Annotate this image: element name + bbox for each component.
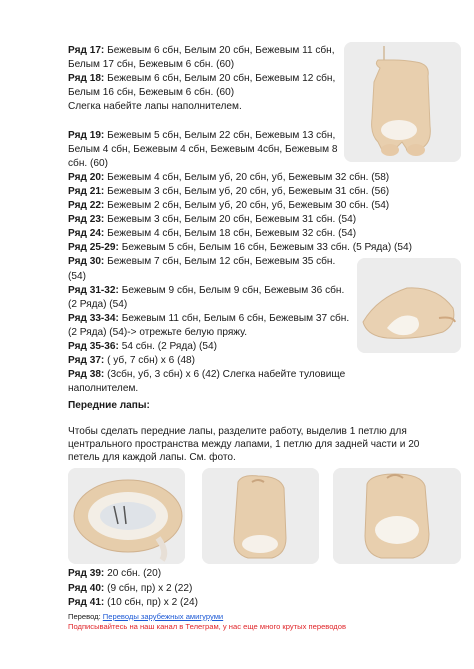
row-label: Ряд 35-36: [68, 341, 119, 352]
pattern-row [68, 227, 356, 240]
row-label: Ряд 18: [68, 73, 105, 85]
pattern-row [68, 298, 127, 311]
subscribe-notice: Подписывайтесь на наш канал в Телеграм, у нас еще много крутых переводов [68, 622, 346, 631]
translation-credit [68, 612, 223, 622]
row-label: Ряд 21: [68, 185, 105, 197]
pattern-row [68, 241, 412, 254]
row-text: (3сбн, уб, 3 сбн) x 6 (42) Слегка набейте туловище [107, 369, 346, 381]
photo-front-view [333, 468, 461, 564]
row-text: (10 сбн, пр) x 2 (24) [107, 597, 198, 608]
photo-legs-upright [344, 42, 461, 162]
row-text: наполнителем. [68, 383, 139, 395]
pattern-row [68, 185, 389, 198]
toy-image [68, 468, 185, 564]
row-text: Белым 17 сбн, Бежевым 6 сбн. (60) [68, 59, 235, 71]
row-label: Ряд 23: [68, 214, 105, 226]
pattern-row [68, 171, 389, 184]
row-label: Ряд 31-32: [68, 284, 119, 296]
pattern-row [68, 596, 198, 609]
pattern-row [68, 284, 344, 297]
row-text: 54 сбн. (2 Ряда) (54) [121, 341, 218, 352]
translation-link[interactable]: Переводы зарубежных амигуруми [102, 612, 224, 621]
pattern-row [68, 213, 356, 226]
photo-body-side [357, 258, 461, 353]
row-text: Белым 4 сбн, Бежевым 4 сбн, Бежевым 4сбн, Бежевым 8 [68, 143, 338, 155]
row-label: Ряд 33-34: [68, 312, 119, 324]
row-text: (2 Ряда) (54)-> отрежьте белую пряжу. [68, 326, 247, 338]
row-text: Бежевым 2 сбн, Белым уб, 20 сбн, уб, Бежевым 30 сбн. (54) [107, 200, 390, 211]
row-label: Ряд 25-29: [68, 242, 119, 254]
row-text: сбн. (60) [68, 157, 108, 169]
row-label: Ряд 20: [68, 171, 105, 183]
row-text: (54) [68, 270, 86, 282]
toy-image [357, 258, 461, 353]
row-label: Ряд 41: [68, 597, 105, 608]
pattern-row [68, 255, 335, 268]
photo-back-view [202, 468, 319, 564]
row-text: Бежевым 6 сбн, Белым 20 сбн, Бежевым 12 сбн, [107, 73, 336, 85]
pattern-row [68, 312, 349, 325]
intro-line-1: Чтобы сделать передние лапы, разделите работу, выделив 1 петлю для [68, 426, 407, 437]
row-text: Бежевым 11 сбн, Белым 6 сбн, Бежевым 37 сбн. [121, 312, 350, 324]
row-text: Бежевым 4 сбн, Белым уб, 20 сбн, уб, Бежевым 32 сбн. (58) [107, 171, 390, 183]
pattern-row [68, 368, 345, 381]
pattern-row [68, 157, 108, 170]
pattern-row [68, 567, 161, 580]
pattern-row [68, 354, 195, 367]
row-label: Ряд 40: [68, 582, 105, 594]
row-text: Слегка набейте лапы наполнителем. [68, 101, 242, 113]
row-label: Ряд 17: [68, 45, 105, 56]
row-text: Бежевым 5 сбн, Белым 22 сбн, Бежевым 13 сбн, [107, 129, 336, 141]
pattern-row [68, 44, 335, 57]
row-text: Бежевым 3 сбн, Белым уб, 20 сбн, уб, Бежевым 31 сбн. (56) [107, 185, 390, 197]
pattern-row [68, 582, 192, 595]
row-text: Бежевым 3 сбн, Белым 20 сбн, Бежевым 31 сбн. (54) [107, 214, 357, 226]
photo-open-top [68, 468, 185, 564]
row-text: 20 сбн. (20) [107, 568, 162, 579]
pattern-row [68, 382, 138, 395]
row-label: Ряд 38: [68, 369, 105, 381]
pattern-row [68, 199, 389, 212]
row-label: Ряд 37: [68, 355, 105, 367]
pattern-row [68, 58, 234, 71]
row-text: ( уб, 7 сбн) x 6 (48) [107, 355, 196, 367]
pattern-row [68, 143, 337, 156]
row-label: Ряд 19: [68, 129, 105, 141]
pattern-row [68, 86, 234, 99]
toy-image [202, 468, 319, 564]
pattern-row [68, 326, 247, 339]
row-label: Ряд 22: [68, 200, 105, 211]
intro-line-2: центрального пространства между лапами, 1 петлю для задней части и 20 [68, 439, 420, 450]
row-text: Бежевым 4 сбн, Белым 18 сбн, Бежевым 32 сбн. (54) [107, 228, 357, 240]
pattern-row [68, 129, 335, 142]
row-text: Бежевым 7 сбн, Белым 12 сбн, Бежевым 35 сбн. [107, 256, 336, 268]
row-text: Бежевым 9 сбн, Белым 9 сбн, Бежевым 36 сбн. [121, 284, 345, 296]
intro-line-3: петель для каждой лапы. См. фото. [68, 452, 236, 463]
translation-label: Перевод: [68, 612, 103, 621]
toy-image [344, 42, 461, 162]
row-text: (9 сбн, пр) x 2 (22) [107, 582, 193, 594]
toy-image [333, 468, 461, 564]
pattern-row [68, 72, 335, 85]
row-label: Ряд 39: [68, 568, 105, 579]
row-label: Ряд 30: [68, 256, 105, 268]
section-title: Передние лапы: [68, 400, 150, 411]
pattern-row [68, 270, 86, 283]
row-text: (2 Ряда) (54) [68, 298, 128, 310]
row-text: Белым 16 сбн, Бежевым 6 сбн. (60) [68, 87, 235, 99]
pattern-row [68, 340, 217, 353]
row-text: Бежевым 6 сбн, Белым 20 сбн, Бежевым 11 сбн, [107, 45, 335, 56]
row-text: Бежевым 5 сбн, Белым 16 сбн, Бежевым 33 сбн. (5 Ряда) (54) [121, 242, 412, 254]
pattern-row [68, 100, 242, 113]
row-label: Ряд 24: [68, 228, 105, 240]
